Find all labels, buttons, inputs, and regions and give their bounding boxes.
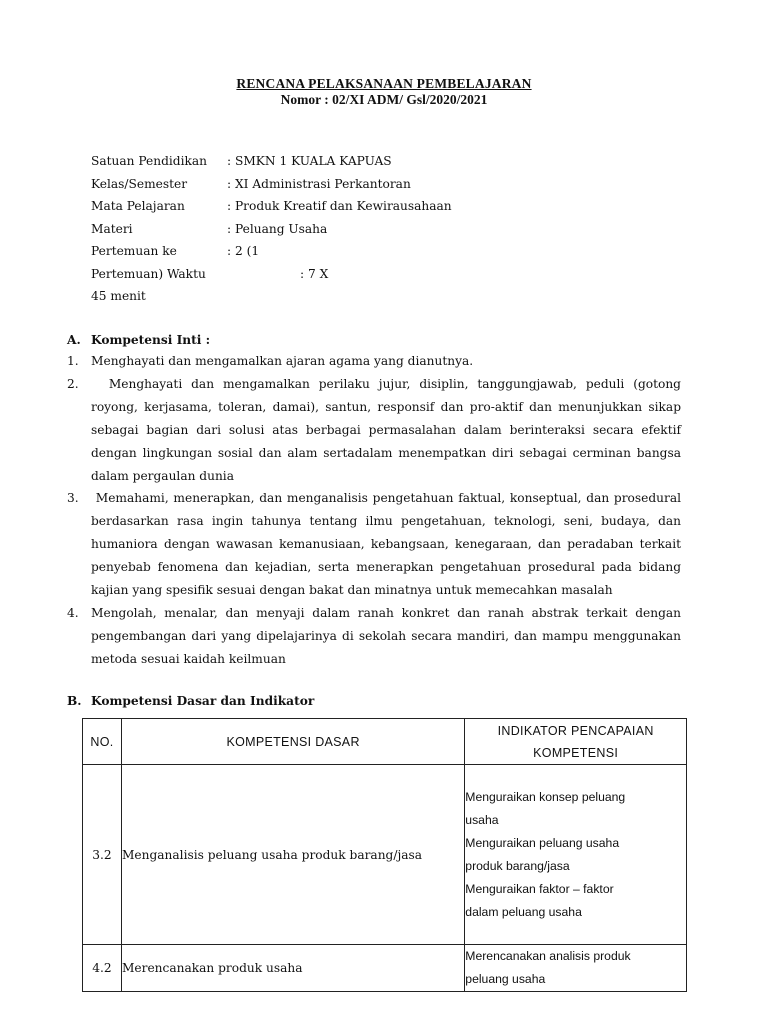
indicator-line: Merencanakan analisis produk — [465, 949, 631, 963]
item-text: Memahami, menerapkan, dan menganalisis pengetahuan faktual, konseptual, dan prosedural berdasarkan rasa ingin tahunya tentang ilmu pengetahuan, teknologi, seni, budaya, dan humaniora dengan wawasan kemanusiaan, kebangsaan, kenegaraan, dan peradaban terkait penyebab fenomena dan kejadian, serta menerapkan pengetahuan prosedural pada bidang kajian yang spesifik sesuai dengan bakat dan minatnya untuk memecahkan masalah — [91, 491, 685, 598]
info-label: Pertemuan ke — [91, 244, 177, 258]
info-label: Mata Pelajaran — [91, 199, 185, 213]
indicator-line: dalam peluang usaha — [465, 904, 582, 919]
item-text: Mengolah, menalar, dan menyaji dalam ranah konkret dan ranah abstrak terkait dengan pengembangan dari yang dipelajarinya di sekolah secara mandiri, dan mampu menggunakan metoda sesuai kaidah keilmuan — [91, 605, 681, 666]
indicator-line: Menguraikan konsep peluang — [465, 789, 626, 804]
info-value: : 7 X — [300, 266, 329, 281]
section-letter: A. — [67, 333, 81, 347]
section-letter: B. — [67, 694, 82, 708]
item-number: 3. — [67, 491, 79, 506]
document-title: RENCANA PELAKSANAAN PEMBELAJARAN — [236, 76, 532, 91]
list-item — [67, 373, 689, 488]
info-label: Satuan Pendidikan — [91, 154, 207, 168]
info-value: : Peluang Usaha — [227, 221, 328, 236]
cell-indikator — [465, 765, 687, 945]
info-value: : SMKN 1 KUALA KAPUAS — [227, 154, 392, 168]
section-a-heading — [67, 333, 210, 347]
indicator-line: usaha — [465, 812, 499, 827]
item-text: Menghayati dan mengamalkan ajaran agama yang dianutnya. — [91, 354, 474, 368]
indicator-line: produk barang/jasa — [465, 858, 570, 873]
table-row — [83, 765, 687, 945]
item-number: 4. — [67, 605, 79, 620]
info-label: Pertemuan) Waktu — [91, 266, 206, 281]
info-label: Materi — [91, 221, 133, 236]
indicator-line: Menguraikan faktor – faktor — [465, 881, 614, 896]
table-header-row — [83, 719, 687, 765]
cell-no: 3.2 — [83, 765, 122, 945]
table-row — [83, 945, 687, 992]
info-label: Kelas/Semester — [91, 176, 188, 191]
list-item — [67, 350, 681, 373]
section-b-heading — [67, 694, 314, 708]
item-number: 1. — [67, 354, 79, 368]
item-number: 2. — [67, 376, 79, 391]
cell-no: 4.2 — [83, 945, 122, 992]
header-kompetensi-dasar: KOMPETENSI DASAR — [121, 719, 464, 765]
cell-kompetensi-dasar: Menganalisis peluang usaha produk barang/jasa — [121, 765, 464, 945]
indicator-line: peluang usaha — [465, 972, 546, 986]
info-value: : 2 (1 — [227, 244, 260, 258]
info-value: : XI Administrasi Perkantoran — [227, 176, 411, 191]
header-no: NO. — [83, 719, 122, 765]
list-item — [67, 602, 681, 671]
section-title: Kompetensi Inti : — [91, 333, 211, 347]
item-text: Menghayati dan mengamalkan perilaku jujur, disiplin, tanggungjawab, peduli (gotong royong, kerjasama, toleran, damai), santun, responsif dan pro-aktif dan menunjukkan sikap sebagai bagian dari solusi atas berbagai permasalahan dalam berinteraksi secara efektif dengan lingkungan sosial dan alam sertadalam menempatkan diri sebagai cerminan bangsa dalam pergaulan dunia — [91, 376, 689, 483]
info-value: : Produk Kreatif dan Kewirausahaan — [227, 199, 452, 213]
header-indikator: INDIKATOR PENCAPAIAN KOMPETENSI — [465, 719, 687, 765]
kompetensi-inti-list — [67, 350, 689, 671]
section-title: Kompetensi Dasar dan Indikator — [91, 694, 315, 708]
list-item — [67, 487, 685, 602]
indicator-line: Menguraikan peluang usaha — [465, 835, 620, 850]
cell-kompetensi-dasar: Merencanakan produk usaha — [121, 945, 464, 992]
document-number: Nomor : 02/XI ADM/ Gsl/2020/2021 — [280, 92, 488, 107]
cell-indikator — [465, 945, 687, 992]
kompetensi-table — [82, 718, 687, 992]
info-label: 45 menit — [91, 289, 146, 303]
